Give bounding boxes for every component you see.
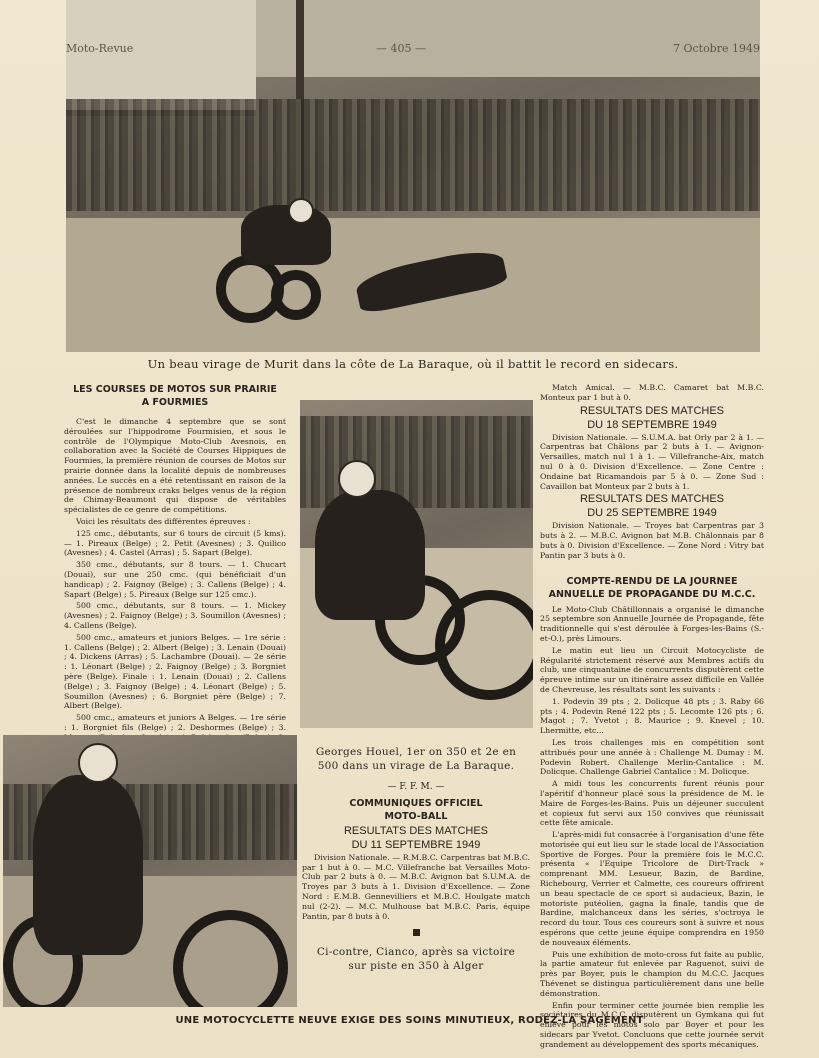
houel-racing-photo [300,400,533,728]
cianco-photo [3,735,297,1007]
paragraph: Match Amical. — M.B.C. Camaret bat M.B.C. Monteux par 1 but à 0. [540,383,764,402]
paragraph: Le Moto-Club Châtillonnais a organisé le dimanche 25 septembre son Annuelle Journée de Propagande, fête traditionnelle qui s'est déroulée à Forges-les-Bains (S.-et-O.), près Limours. [540,604,764,643]
page-number: — 405 — [376,42,426,55]
paragraph: Division Nationale. — S.U.M.A. bat Orly par 2 à 1. — Carpentras bat Châlons par 2 buts à 1. — Avignon-Versailles, match nul 1 à 1. — Villefranche-Aix, match nul 0 à 0. Division d'Excellence. — Zone Centre : Ondaine bat Ricamandois par 5 à 0. — Zone Sud : Cavaillon bat Monteux par 2 buts à 1. [540,432,764,491]
results-title: RESULTATS DES MATCHES [343,824,489,837]
paragraph: 1. Podevin 39 pts ; 2. Dolicque 48 pts ; 3. Raby 66 pts ; 4. Podevin René 122 pts ; 5. Lecomte 126 pts ; 6. Magot ; 7. Yvetot ; 8. Maurice ; 9. Knevel ; 10. Lhermitte, etc... [540,696,764,736]
helmet [338,460,376,498]
report-title: COMPTE-RENDU DE LA JOURNEE [566,575,738,587]
article-title: LES COURSES DE MOTOS SUR PRAIRIE [73,384,277,395]
helmet [78,743,118,783]
right-column [540,383,764,1052]
rider [315,490,425,620]
results-title: RESULTATS DES MATCHES [579,493,725,506]
article-title: A FOURMIES [141,397,209,408]
results-title: RESULTATS DES MATCHES [579,404,725,417]
separator-square [302,929,530,939]
helmet [288,198,314,224]
footer-slogan: UNE MOTOCYCLETTE NEUVE EXIGE DES SOINS MINUTIEUX, RODEZ-LA SAGEMENT [175,1015,644,1026]
paragraph: Enfin pour terminer cette journée bien remplie les sociétaires du M.C.C. disputèrent un Gymkana qui fut enlevé pour les motos solo par Boyer et pour les sidecars par Yvetot. Concluons que cette journée servit grandement au développement des sports mécaniques. [540,1000,764,1049]
moto-ball-title: MOTO-BALL [384,810,448,822]
paragraph: 500 cmc., débutants, sur 8 tours. — 1. Mickey (Avesnes) ; 2. Faignoy (Belge) ; 3. Soumillon (Avesnes) ; 4. Callens (Belge). [64,601,286,630]
sidecar-wheel [271,270,321,320]
magazine-name: Moto-Revue [66,42,134,55]
paragraph: 500 cmc., amateurs et juniors Belges. — 1re série : 1. Callens (Belge) ; 2. Albert (Belge) ; 3. Lenain (Douai) ; 4. Dickens (Arras) ; 5. Lachambre (Douai). — 2e série : 1. Léonart (Belge) ; 2. Faignoy (Belge) ; 3. Borgniet père (Belge). Finale : 1. Lenain (Douai) ; 2. Callens (Belge) ; 3. Faignoy (Belge) ; 4. Léonart (Belge) ; 5. Soumillon (Avesnes) ; 6. Borgniet père (Belge) ; 7. Albert (Belge). [64,632,286,711]
results-date: DU 11 SEPTEMBRE 1949 [351,838,481,851]
paragraph: 125 cmc., débutants, sur 6 tours de circuit (5 kms). — 1. Pireaux (Belge) ; 2. Petit (Avesnes) ; 3. Quilico (Avesnes) ; 4. Castel (Arras) ; 5. Sapart (Belge). [64,528,286,558]
issue-date: 7 Octobre 1949 [672,42,760,55]
cianco-caption: Ci-contre, Cianco, après sa victoire sur piste en 350 à Alger [316,946,516,973]
communique-title: COMMUNIQUES OFFICIEL [349,797,483,809]
paragraph: A midi tous les concurrents furent réunis pour l'apéritif d'honneur placé sous la présidence de M. le Maire de Forges-les-Bains. Puis un déjeuner succulent et copieux fut servi aux 150 convives que réunissait cette fête amicale. [540,779,764,828]
paragraph: 350 cmc., débutants, sur 8 tours. — 1. Chucart (Douai), sur une 250 cmc. (qui bénéficiait d'un handicap) ; 2. Faignoy (Belge) ; 3. Callens (Belge) ; 4. Sapart (Belge) ; 5. Pireaux (Belge sur 125 cmc.). [64,560,286,599]
paragraph: Division Nationale. — Troyes bat Carpentras par 3 buts à 2. — M.B.C. Avignon bat M.B. Châlonnais par 8 buts à 0. Division d'Excellence. — Zone Nord : Vitry bat Pantin par 3 buts à 0. [540,521,764,560]
report-title: ANNUELLE DE PROPAGANDE DU M.C.C. [548,588,756,600]
results-date: DU 18 SEPTEMBRE 1949 [587,418,717,431]
rider [33,775,143,955]
paragraph: L'après-midi fut consacrée à l'organisation d'une fête motorisée qui eut lieu sur le stade local de l'Association Sportive de Forges. Pour la première fois le M.C.C. présenta « l'Equipe Tricolore de Dirt-Track » comprenant MM. Lesueur, Bazin, de Bardine, Richebourg, Verrier et Calmette, ces coureurs offrirent un beau spectacle de ce sport si audacieux, Bazin, le motoriste putéolien, gagna la finale, tandis que de Bardine, malchanceux dans les séries, s'octroya le record du tour. Tous ces coureurs sont à suivre et nous espérons que cette jeune équipe comprendra en 1950 de nouveaux éléments. [540,830,764,947]
paragraph: Le matin eut lieu un Circuit Motocycliste de Régularité strictement réservé aux Membres actifs du club, une cinquantaine de concurrents disputèrent cette épreuve intime sur un itinéraire assez difficile en Vallée de Chevreuse, les résultats sont les suivants : [540,645,764,694]
center-column [302,745,530,973]
paragraph: Puis une exhibition de moto-cross fut faite au public, la partie amateur fut enlevée par Raguenot, suivi de près par Boyer, puis le champion du M.C.C. Jacques Thévenet se distingua particulièrement dans une belle démonstration. [540,949,764,998]
paragraph: Les trois challenges mis en compétition sont attribués pour une année à : Challenge M. Dumay : M. Podevin Robert. Challenge Merlin-Cantalice : M. Dolicque. Challenge Gabriel Cantalice : M. Dolicque. [540,737,764,777]
paragraph: 500 cmc., amateurs et juniors A Belges. — 1re série : 1. Borgniet fils (Belge) ; 2. Deshormes (Belge) ; 3. [64,713,286,732]
houel-caption: Georges Houel, 1er on 350 et 2e en 500 dans un virage de La Baraque. [315,746,517,772]
paragraph: Division Nationale. — R.M.B.C. Carpentras bat M.B.C. par 1 but à 0. — M.C. Villefranche bat Versailles Moto-Club par 2 buts à 0. — M.B.C. Avignon bat S.U.M.A. de Troyes par 3 buts à 1. Division d'Excellence. — Zone Nord : E.M.B. Gennevilliers et M.B.C. Houlgate match nul (2-2). — M.C. Mulhouse bat M.B.C. Paris, équipe Pantin, par 8 buts à 0. [302,852,530,921]
paragraph: Voici les résultats des différentes épreuves : [76,516,251,526]
paragraph: C'est le dimanche 4 septembre que se sont déroulées sur l'hippodrome Fourmisien, et sous le contrôle de l'Olympique Moto-Club Avesnois, en collaboration avec la Société de Courses Hippiques de Fourmies, la première réunion de courses de Motos sur prairie donnée dans la localité depuis de nombreuses années. Le succès en a été retentissant en raison de la présence de nombreux craks belges venus de la région de Chimay-Beaumont qui dispose de véritables spécialistes de ce genre de compétitions. [64,417,286,515]
crowd [66,99,760,212]
ffm-divider: — F. F. M. — [387,782,445,792]
hero-caption: Un beau virage de Murit dans la côte de La Baraque, où il battit le record en sidecars. [147,357,679,371]
page-header [66,40,760,58]
results-date: DU 25 SEPTEMBRE 1949 [587,507,717,520]
rider [241,205,331,265]
left-column [64,383,286,774]
